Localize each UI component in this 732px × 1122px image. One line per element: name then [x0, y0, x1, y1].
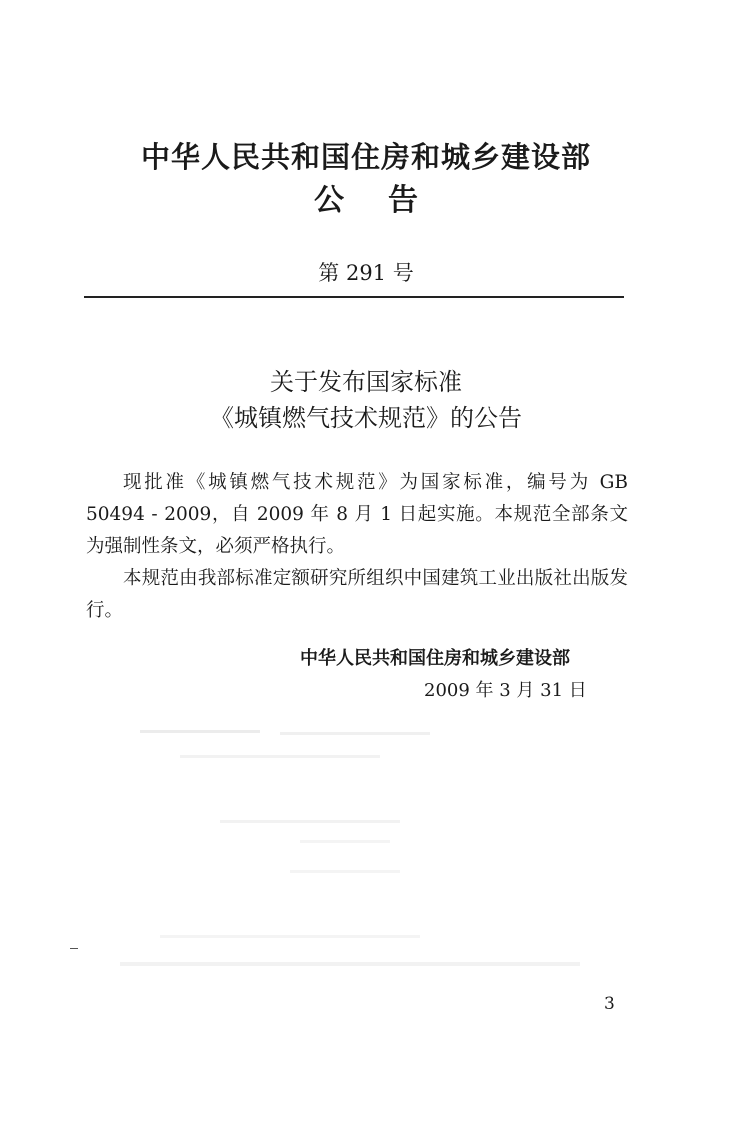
notice-body: [86, 467, 628, 627]
body-paragraph-2: 本规范由我部标准定额研究所组织中国建筑工业出版社出版发行。: [86, 568, 628, 621]
bleed-through-noise: [100, 700, 620, 990]
header-divider: [84, 296, 624, 298]
notice-number: 第 291 号: [318, 261, 414, 285]
body-paragraph-1: 现批准《城镇燃气技术规范》为国家标准，编号为 GB 50494 - 2009，自 2009 年 8 月 1 日起实施。本规范全部条文为强制性条文，必须严格执行。: [86, 472, 628, 557]
page-number: 3: [604, 994, 615, 1014]
notice-heading: 公告: [314, 183, 462, 218]
notice-subject-line-2: 《城镇燃气技术规范》的公告: [210, 404, 522, 432]
signature-organization: 中华人民共和国住房和城乡建设部: [300, 648, 570, 669]
scan-mark: [70, 948, 78, 949]
issuing-ministry-title: 中华人民共和国住房和城乡建设部: [140, 140, 591, 174]
notice-subject-line-1: 关于发布国家标准: [270, 368, 462, 396]
signature-date: 2009 年 3 月 31 日: [424, 680, 587, 701]
